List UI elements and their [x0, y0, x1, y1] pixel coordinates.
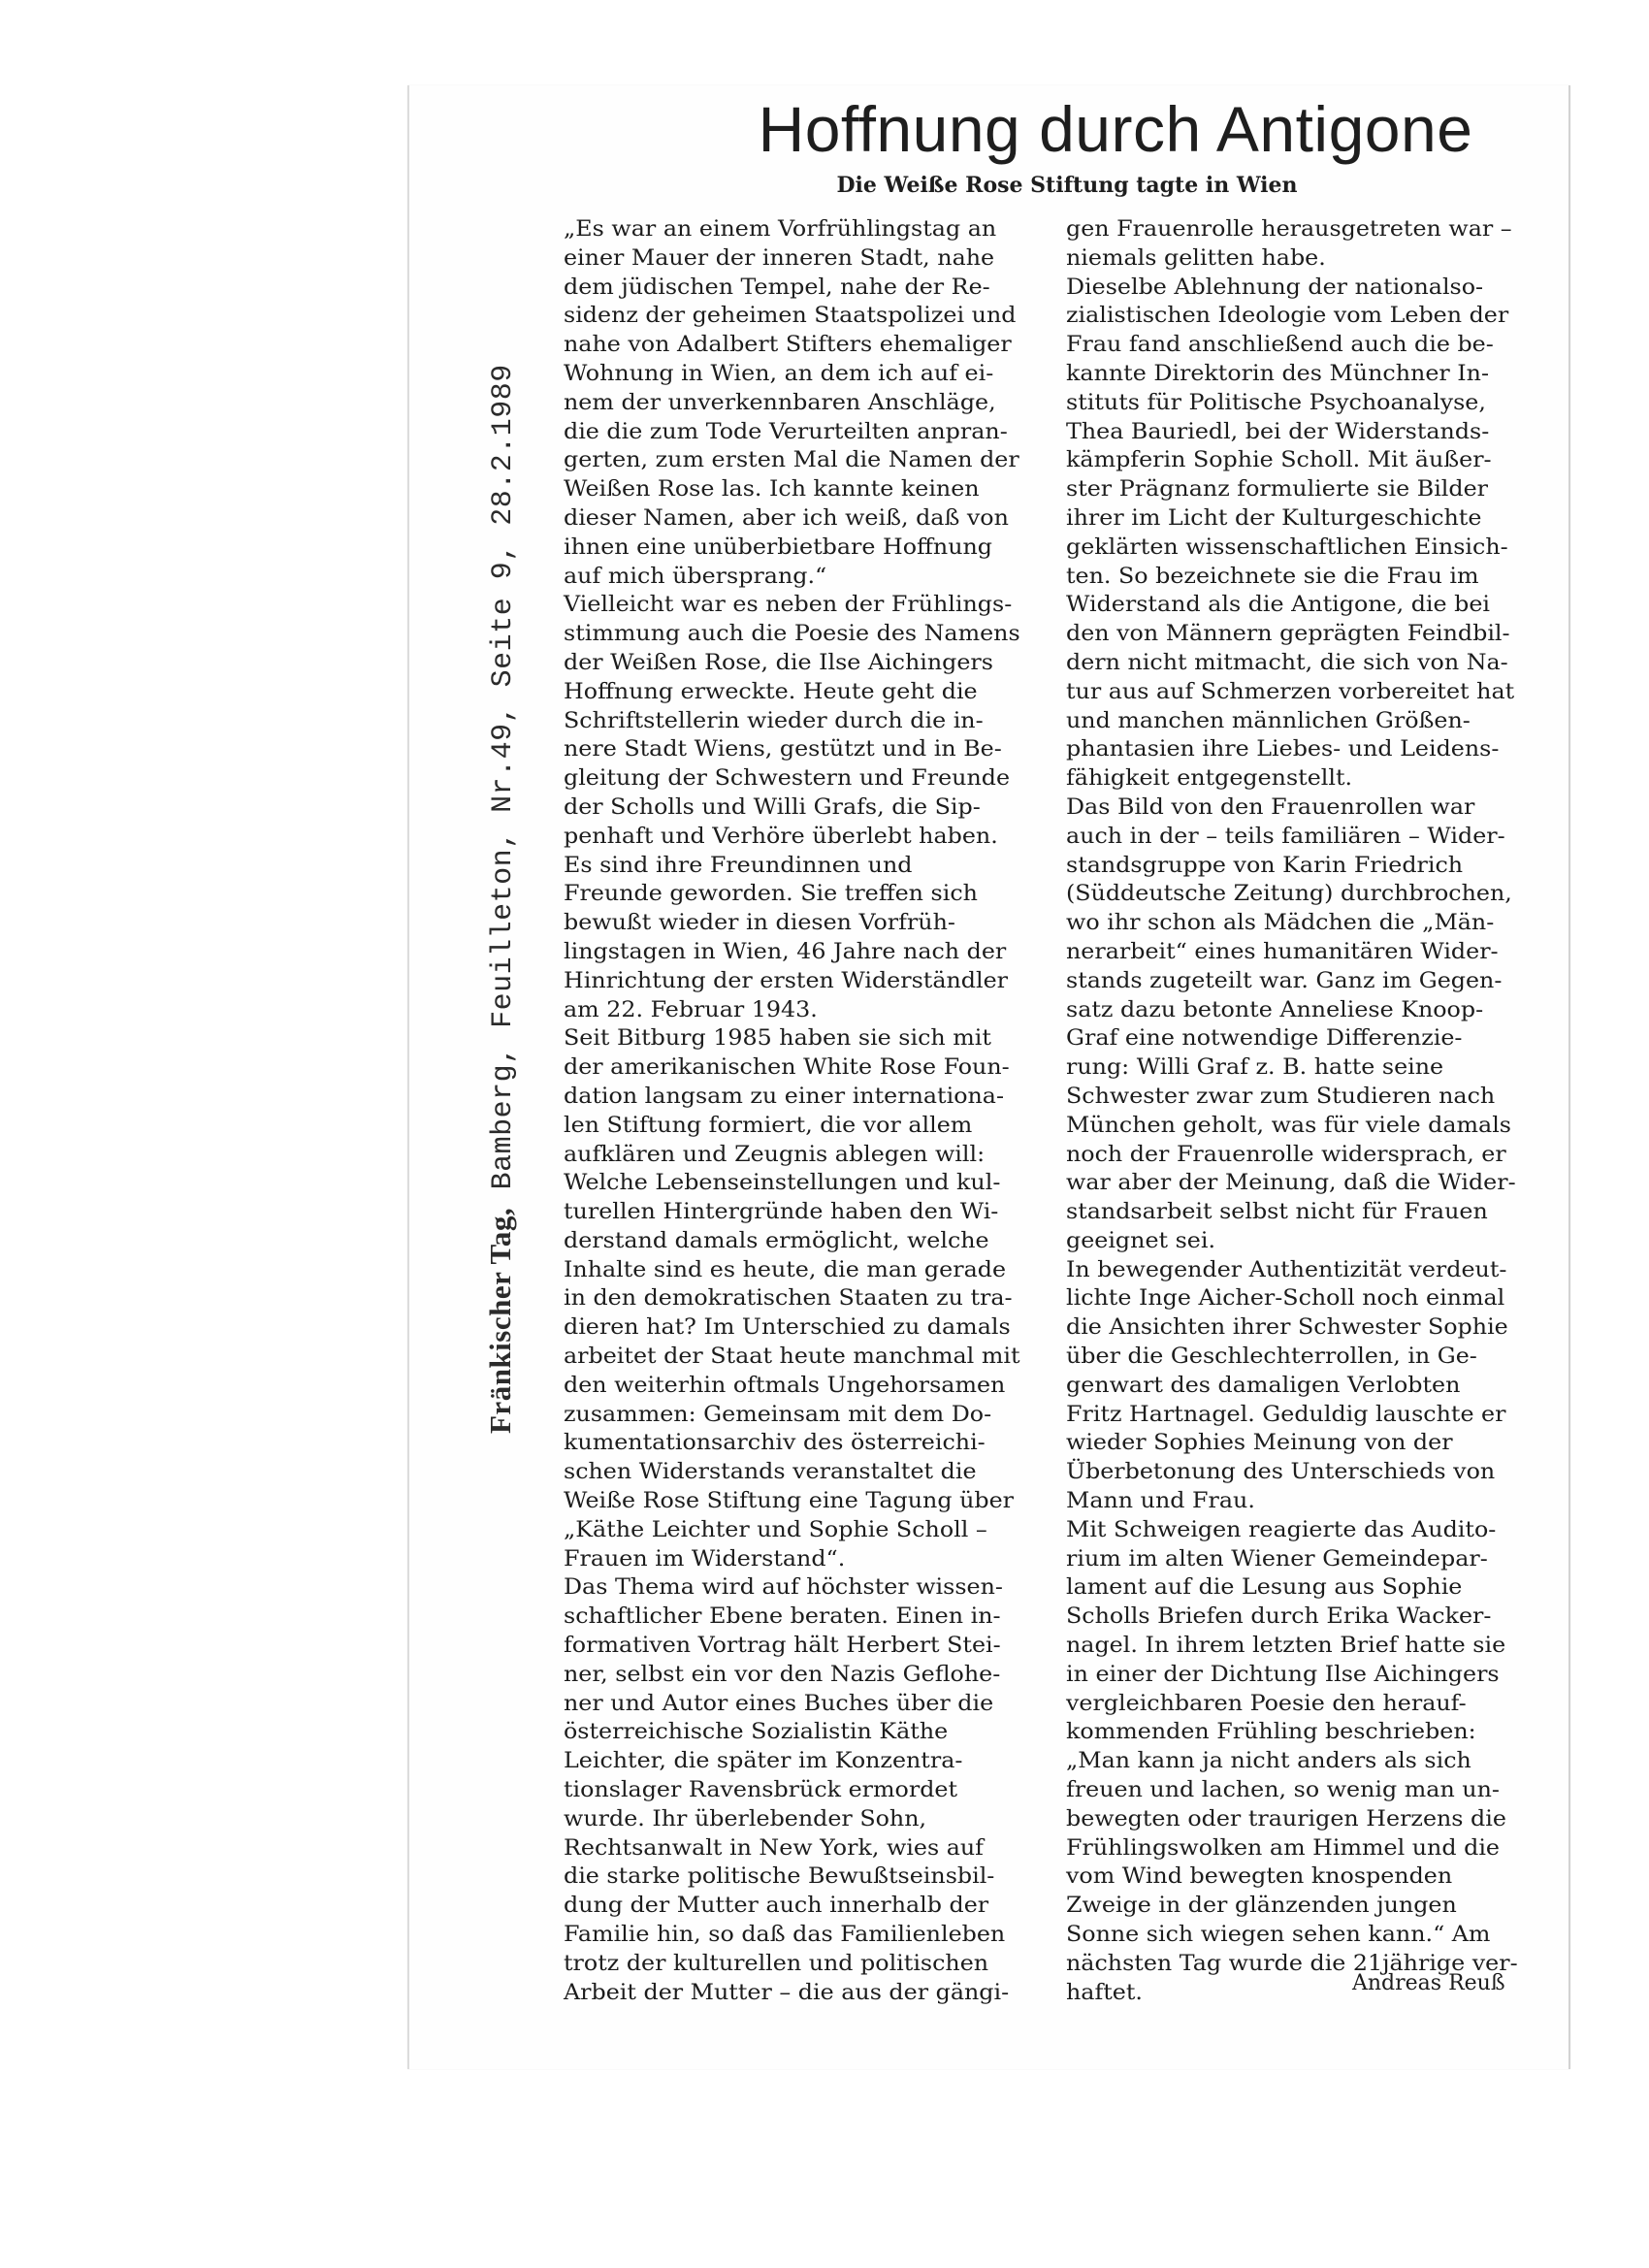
- text-line: nahe von Adalbert Stifters ehemaliger: [564, 333, 1012, 358]
- text-line: ihnen eine unüberbietbare Hoffnung: [564, 535, 993, 560]
- text-line: war aber der Meinung, daß die Wider-: [1066, 1171, 1516, 1196]
- text-line: rium im alten Wiener Gemeindepar-: [1066, 1546, 1488, 1571]
- text-line: lingstagen in Wien, 46 Jahre nach der: [564, 939, 1007, 964]
- text-line: dung der Mutter auch innerhalb der: [564, 1894, 989, 1919]
- text-line: Zweige in der glänzenden jungen: [1066, 1894, 1457, 1919]
- text-line: dern nicht mitmacht, die sich von Na-: [1066, 650, 1508, 675]
- text-line: turellen Hintergründe haben den Wi-: [564, 1200, 999, 1225]
- text-line: „Es war an einem Vorfrühlingstag an: [564, 217, 997, 242]
- text-line: Weiße Rose Stiftung eine Tagung über: [564, 1489, 1015, 1514]
- text-line: noch der Frauenrolle widersprach, er: [1066, 1142, 1506, 1167]
- text-line: nere Stadt Wiens, gestützt und in Be-: [564, 737, 1002, 762]
- text-line: den weiterhin oftmals Ungehorsamen: [564, 1373, 1006, 1398]
- text-line: len Stiftung formiert, die vor allem: [564, 1113, 973, 1138]
- text-line: Das Bild von den Frauenrollen war: [1066, 794, 1475, 820]
- publication-details: Bamberg, Feuilleton, Nr.49, Seite 9, 28.2.1989: [487, 364, 520, 1208]
- text-line: die die zum Tode Verurteilten anpran-: [564, 419, 1008, 444]
- text-line: Frühlingswolken am Himmel und die: [1066, 1835, 1500, 1861]
- article-subheadline: Die Weiße Rose Stiftung tagte in Wien: [836, 173, 1298, 198]
- text-line: schen Widerstands veranstaltet die: [564, 1460, 977, 1485]
- text-line: Es sind ihre Freundinnen und: [564, 853, 913, 878]
- text-line: Rechtsanwalt in New York, wies auf: [564, 1835, 984, 1861]
- text-line: dieren hat? Im Unterschied zu damals: [564, 1315, 1011, 1341]
- text-line: Überbetonung des Unterschieds von: [1066, 1460, 1496, 1485]
- text-line: stimmung auch die Poesie des Namens: [564, 622, 1020, 647]
- text-line: (Süddeutsche Zeitung) durchbrochen,: [1066, 882, 1512, 907]
- text-line: in einer der Dichtung Ilse Aichingers: [1066, 1662, 1500, 1687]
- text-line: Weißen Rose las. Ich kannte keinen: [564, 477, 980, 502]
- text-line: Widerstand als die Antigone, die bei: [1066, 593, 1491, 618]
- text-line: lament auf die Lesung aus Sophie: [1066, 1575, 1463, 1601]
- text-line: Hoffnung erweckte. Heute geht die: [564, 679, 978, 704]
- text-line: ten. So bezeichnete sie die Frau im: [1066, 564, 1479, 589]
- text-line: auf mich übersprang.“: [564, 564, 827, 589]
- text-line: Scholls Briefen durch Erika Wacker-: [1066, 1604, 1492, 1630]
- text-line: wo ihr schon als Mädchen die „Män-: [1066, 911, 1495, 936]
- text-line: geeignet sei.: [1066, 1228, 1216, 1253]
- text-line: Familie hin, so daß das Familienleben: [564, 1923, 1006, 1948]
- text-line: genwart des damaligen Verlobten: [1066, 1373, 1461, 1398]
- text-line: die Ansichten ihrer Schwester Sophie: [1066, 1315, 1508, 1341]
- text-line: sidenz der geheimen Staatspolizei und: [564, 304, 1017, 329]
- text-line: satz dazu betonte Anneliese Knoop-: [1066, 997, 1484, 1022]
- text-line: phantasien ihre Liebes- und Leidens-: [1066, 737, 1500, 762]
- text-line: stands zugeteilt war. Ganz im Gegen-: [1066, 968, 1503, 993]
- text-line: gerten, zum ersten Mal die Namen der: [564, 448, 1019, 473]
- text-line: am 22. Februar 1943.: [564, 997, 818, 1022]
- text-line: Frau fand anschließend auch die be-: [1066, 333, 1494, 358]
- text-line: München geholt, was für viele damals: [1066, 1113, 1512, 1138]
- text-line: ihrer im Licht der Kulturgeschichte: [1066, 505, 1482, 531]
- text-line: Schwester zwar zum Studieren nach: [1066, 1084, 1496, 1109]
- text-line: und manchen männlichen Größen-: [1066, 708, 1471, 733]
- text-line: standsarbeit selbst nicht für Frauen: [1066, 1200, 1488, 1225]
- text-line: ster Prägnanz formulierte sie Bilder: [1066, 477, 1489, 502]
- text-line: rung: Willi Graf z. B. hatte seine: [1066, 1055, 1444, 1081]
- text-line: aufklären und Zeugnis ablegen will:: [564, 1142, 986, 1167]
- text-line: Sonne sich wiegen sehen kann.“ Am: [1066, 1923, 1491, 1948]
- text-line: Dieselbe Ablehnung der nationalso-: [1066, 275, 1484, 300]
- text-line: gleitung der Schwestern und Freunde: [564, 766, 1011, 792]
- text-line: vergleichbaren Poesie den herauf-: [1066, 1691, 1467, 1716]
- text-line: Das Thema wird auf höchster wissen-: [564, 1575, 1003, 1601]
- text-line: einer Mauer der inneren Stadt, nahe: [564, 245, 995, 271]
- text-line: Welche Lebenseinstellungen und kul-: [564, 1171, 1001, 1196]
- text-line: Inhalte sind es heute, die man gerade: [564, 1257, 1007, 1282]
- text-line: stituts für Politische Psychoanalyse,: [1066, 390, 1486, 415]
- text-line: wurde. Ihr überlebender Sohn,: [564, 1806, 927, 1831]
- text-line: ner, selbst ein vor den Nazis Geflohe-: [564, 1662, 1001, 1687]
- text-line: kumentationsarchiv des österreichi-: [564, 1431, 986, 1456]
- text-line: der Scholls und Willi Grafs, die Sip-: [564, 794, 981, 820]
- text-line: tionslager Ravensbrück ermordet: [564, 1778, 958, 1803]
- text-line: Hinrichtung der ersten Widerständler: [564, 968, 1009, 993]
- article-headline: Hoffnung durch Antigone: [758, 93, 1473, 165]
- text-line: wieder Sophies Meinung von der: [1066, 1431, 1453, 1456]
- text-line: freuen und lachen, so wenig man un-: [1066, 1778, 1500, 1803]
- text-line: nem der unverkennbaren Anschläge,: [564, 390, 996, 415]
- text-line: auch in der – teils familiären – Wider-: [1066, 824, 1505, 849]
- text-line: dieser Namen, aber ich weiß, daß von: [564, 505, 1009, 531]
- text-line: der Weißen Rose, die Ilse Aichingers: [564, 650, 993, 675]
- text-line: schaftlicher Ebene beraten. Einen in-: [564, 1604, 1001, 1630]
- text-line: dem jüdischen Tempel, nahe der Re-: [564, 275, 990, 300]
- text-line: derstand damals ermöglicht, welche: [564, 1228, 989, 1253]
- text-line: kannte Direktorin des Münchner In-: [1066, 361, 1490, 386]
- text-line: Schriftstellerin wieder durch die in-: [564, 708, 984, 733]
- text-line: Thea Bauriedl, bei der Widerstands-: [1066, 419, 1490, 444]
- text-line: Frauen im Widerstand“.: [564, 1546, 846, 1571]
- text-line: die starke politische Bewußtseinsbil-: [564, 1864, 995, 1890]
- text-line: Leichter, die später im Konzentra-: [564, 1749, 963, 1774]
- text-line: Graf eine notwendige Differenzie-: [1066, 1026, 1463, 1052]
- text-line: gen Frauenrolle herausgetreten war –: [1066, 217, 1512, 242]
- text-line: in den demokratischen Staaten zu tra-: [564, 1286, 1013, 1312]
- source-citation: [483, 364, 520, 1434]
- text-line: bewegten oder traurigen Herzens die: [1066, 1806, 1506, 1831]
- text-line: standsgruppe von Karin Friedrich: [1066, 853, 1464, 878]
- text-line: zialistischen Ideologie vom Leben der: [1066, 304, 1509, 329]
- text-line: nerarbeit“ eines humanitären Wider-: [1066, 939, 1499, 964]
- text-line: über die Geschlechterrollen, in Ge-: [1066, 1345, 1477, 1370]
- article-column-2: [1066, 215, 1518, 2007]
- author-byline: Andreas Reuß: [1352, 1971, 1505, 1995]
- newspaper-name: Fränkischer Tag,: [483, 1207, 517, 1434]
- text-line: den von Männern geprägten Feindbil-: [1066, 622, 1510, 647]
- text-line: Mann und Frau.: [1066, 1489, 1255, 1514]
- text-line: formativen Vortrag hält Herbert Stei-: [564, 1634, 1001, 1659]
- text-line: ner und Autor eines Buches über die: [564, 1691, 994, 1716]
- text-line: dation langsam zu einer internationa-: [564, 1084, 1005, 1109]
- text-line: Arbeit der Mutter – die aus der gängi-: [564, 1980, 1010, 2005]
- text-line: trotz der kulturellen und politischen: [564, 1951, 989, 1976]
- text-line: Vielleicht war es neben der Frühlings-: [564, 593, 1013, 618]
- text-line: haftet.: [1066, 1980, 1143, 2005]
- text-line: bewußt wieder in diesen Vorfrüh-: [564, 911, 955, 936]
- article-column-1: [564, 215, 1020, 2007]
- text-line: österreichische Sozialistin Käthe: [564, 1720, 949, 1745]
- text-line: nagel. In ihrem letzten Brief hatte sie: [1066, 1634, 1506, 1659]
- text-line: Freunde geworden. Sie treffen sich: [564, 882, 978, 907]
- text-line: kommenden Frühling beschrieben:: [1066, 1720, 1476, 1745]
- text-line: fähigkeit entgegenstellt.: [1066, 766, 1353, 792]
- text-line: vom Wind bewegten knospenden: [1066, 1864, 1453, 1890]
- text-line: der amerikanischen White Rose Foun-: [564, 1055, 1010, 1081]
- text-line: arbeitet der Staat heute manchmal mit: [564, 1345, 1020, 1370]
- text-line: nächsten Tag wurde die 21jährige ver-: [1066, 1951, 1518, 1976]
- text-line: penhaft und Verhöre überlebt haben.: [564, 824, 998, 849]
- text-line: Wohnung in Wien, an dem ich auf ei-: [564, 361, 994, 386]
- text-line: kämpferin Sophie Scholl. Mit äußer-: [1066, 448, 1492, 473]
- text-line: „Käthe Leichter und Sophie Scholl –: [564, 1517, 987, 1542]
- text-line: lichte Inge Aicher-Scholl noch einmal: [1066, 1286, 1505, 1312]
- text-line: zusammen: Gemeinsam mit dem Do-: [564, 1402, 992, 1427]
- text-line: geklärten wissenschaftlichen Einsich-: [1066, 535, 1508, 560]
- text-line: Fritz Hartnagel. Geduldig lauschte er: [1066, 1402, 1506, 1427]
- text-line: In bewegender Authentizität verdeut-: [1066, 1257, 1507, 1282]
- text-line: tur aus auf Schmerzen vorbereitet hat: [1066, 679, 1515, 704]
- text-line: Seit Bitburg 1985 haben sie sich mit: [564, 1026, 991, 1052]
- text-line: niemals gelitten habe.: [1066, 245, 1326, 271]
- text-line: „Man kann ja nicht anders als sich: [1066, 1749, 1471, 1774]
- text-line: Mit Schweigen reagierte das Audito-: [1066, 1517, 1497, 1542]
